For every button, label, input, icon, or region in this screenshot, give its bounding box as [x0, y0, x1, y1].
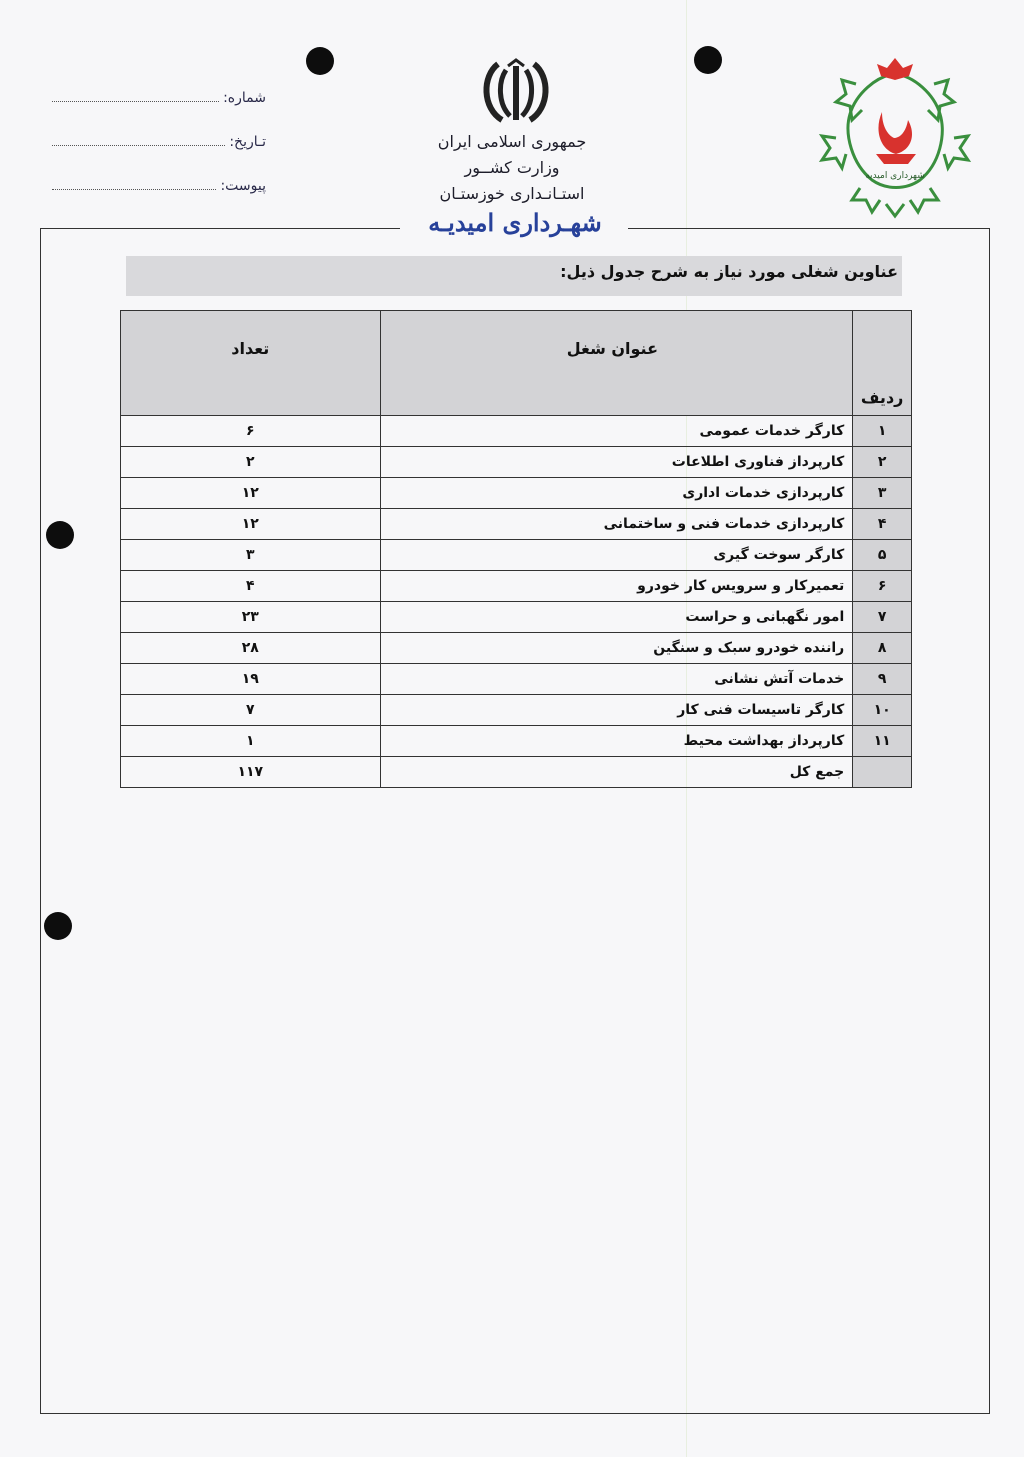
- table-header-row: [121, 311, 912, 416]
- table-row: [121, 447, 912, 478]
- table-row: [121, 726, 912, 757]
- job-title: کارگر تاسیسات فنی کار: [380, 695, 853, 726]
- table-total-row: [121, 757, 912, 788]
- total-row-number-cell: [853, 757, 912, 788]
- date-dotted-line: [52, 135, 225, 146]
- total-count: ۱۱۷: [121, 757, 381, 788]
- job-title: کارپردازی خدمات اداری: [380, 478, 853, 509]
- attachment-label: پیوست:: [220, 178, 266, 194]
- row-number: ۷: [853, 602, 912, 633]
- municipality-logo: [816, 54, 974, 220]
- logo-caption: شهرداری امیدیه: [865, 171, 925, 181]
- table-row: [121, 478, 912, 509]
- job-title: کارپردازی خدمات فنی و ساختمانی: [380, 509, 853, 540]
- job-count: ۱: [121, 726, 381, 757]
- header-line-ministry: وزارت کشــور: [464, 158, 560, 177]
- intro-text: عناوین شغلی مورد نیاز به شرح جدول ذیل:: [126, 256, 902, 296]
- row-number: ۸: [853, 633, 912, 664]
- attachment-dotted-line: [52, 179, 216, 190]
- punch-hole: [694, 46, 722, 74]
- iran-emblem-icon: [476, 56, 556, 128]
- table-row: [121, 695, 912, 726]
- number-field: [52, 90, 266, 106]
- header-line-republic: جمهوری اسلامی ایران: [437, 132, 587, 151]
- job-count: ۷: [121, 695, 381, 726]
- municipality-title: شهـرداری امیدیـه: [428, 208, 602, 237]
- header-count: تعداد: [121, 311, 381, 416]
- number-dotted-line: [52, 91, 219, 102]
- row-number: ۵: [853, 540, 912, 571]
- row-number: ۱: [853, 416, 912, 447]
- table-row: [121, 602, 912, 633]
- job-count: ۶: [121, 416, 381, 447]
- job-title: تعمیرکار و سرویس کار خودرو: [380, 571, 853, 602]
- job-title: امور نگهبانی و حراست: [380, 602, 853, 633]
- attachment-field: [52, 178, 266, 194]
- job-count: ۲۳: [121, 602, 381, 633]
- job-count: ۱۹: [121, 664, 381, 695]
- date-label: تـاریخ:: [229, 134, 266, 150]
- table-row: [121, 540, 912, 571]
- table-row: [121, 571, 912, 602]
- punch-hole: [306, 47, 334, 75]
- row-number: ۴: [853, 509, 912, 540]
- row-number: ۶: [853, 571, 912, 602]
- job-count: ۲۸: [121, 633, 381, 664]
- job-title: کارپرداز بهداشت محیط: [380, 726, 853, 757]
- job-title: کارگر سوخت گیری: [380, 540, 853, 571]
- total-label: جمع کل: [380, 757, 853, 788]
- job-titles-table: [120, 310, 912, 788]
- row-number: ۳: [853, 478, 912, 509]
- row-number: ۲: [853, 447, 912, 478]
- row-number: ۹: [853, 664, 912, 695]
- job-title: راننده خودرو سبک و سنگین: [380, 633, 853, 664]
- job-count: ۱۲: [121, 509, 381, 540]
- job-count: ۳: [121, 540, 381, 571]
- job-count: ۱۲: [121, 478, 381, 509]
- row-number: ۱۰: [853, 695, 912, 726]
- job-title: خدمات آتش نشانی: [380, 664, 853, 695]
- number-label: شماره:: [223, 90, 266, 106]
- job-title: کارگر خدمات عمومی: [380, 416, 853, 447]
- date-field: [52, 134, 266, 150]
- row-number: ۱۱: [853, 726, 912, 757]
- job-count: ۲: [121, 447, 381, 478]
- header-job-title: عنوان شغل: [380, 311, 853, 416]
- job-title: کارپرداز فناوری اطلاعات: [380, 447, 853, 478]
- header-line-governorate: استـانـداری خوزستـان: [439, 184, 585, 203]
- table-row: [121, 633, 912, 664]
- table-row: [121, 664, 912, 695]
- table-row: [121, 509, 912, 540]
- header-row-number: ردیف: [853, 311, 912, 416]
- table-row: [121, 416, 912, 447]
- job-count: ۴: [121, 571, 381, 602]
